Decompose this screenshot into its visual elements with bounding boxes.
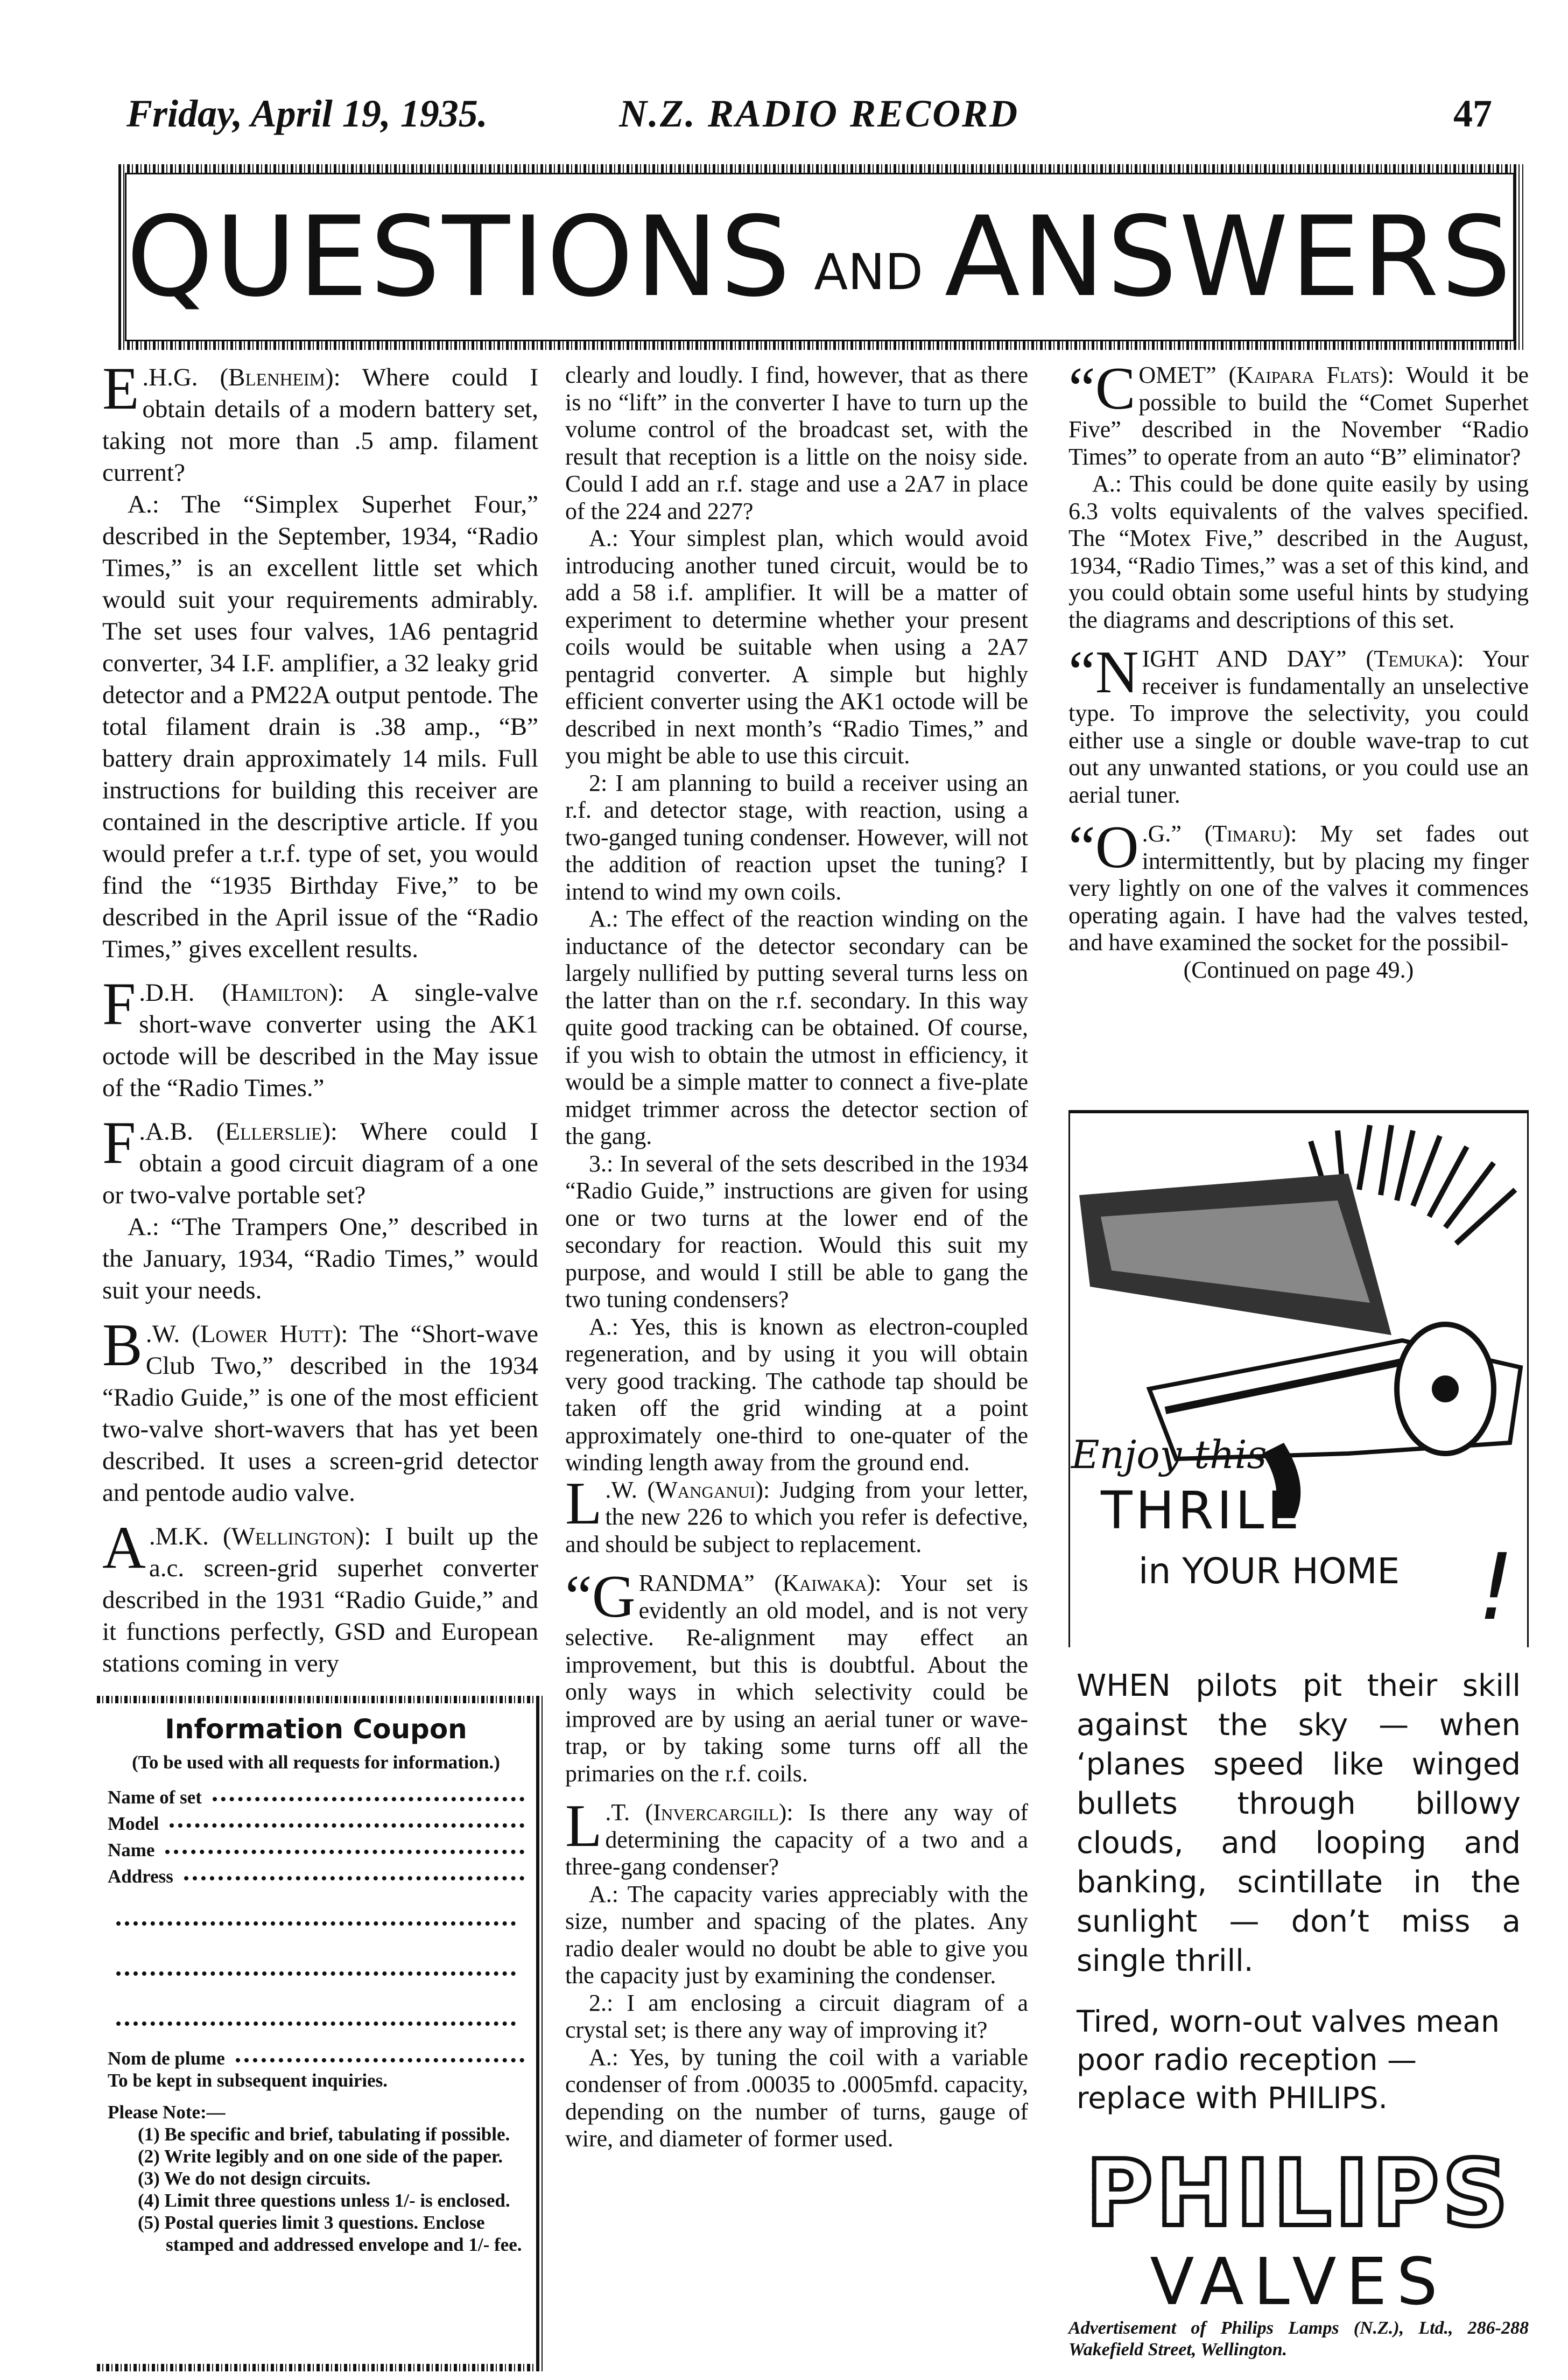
question-text: Is there any way of determining the capacity of a two and a three-gang condenser?: [565, 1799, 1028, 1880]
answer: 3.: In several of the sets described in the 1934 “Radio Guide,” instructions are given for using one or two turns at the lower end of the secondary for reaction. Would this suit my purpose, and would I still be able to gang the two tuning condensers?: [565, 1150, 1028, 1312]
question: [565, 1563, 1028, 1787]
qa-item: [1068, 639, 1529, 809]
field-label: Model: [108, 1813, 159, 1834]
correspondent: OMET” (Kaipara Flats):: [1138, 362, 1394, 388]
nom-note: To be kept in subsequent inquiries.: [108, 2070, 388, 2091]
address-line[interactable]: [116, 1942, 516, 1976]
question-text: I built up the a.c. screen-grid superhet converter described in the 1931 “Radio Guide,” and it functions perfectly, GSD and European stations coming in very: [102, 1522, 538, 1677]
question: [1068, 639, 1529, 809]
qa-item: [1068, 814, 1529, 957]
ad-headline-enjoy: Enjoy this: [1071, 1432, 1267, 1477]
coupon-field-name[interactable]: [108, 1839, 524, 1861]
question-text: Your set is evidently an old model, and is not very selective. Re-alignment may effect an improvement, but this is doubtful. About the only ways in which selectivity could be improved are by using an aerial tuner or wave-trap, or by taking some turns off all the primaries on the r.f. coils.: [565, 1570, 1028, 1787]
question: [1068, 814, 1529, 957]
question: [102, 971, 538, 1104]
issue-date: Friday, April 19, 1935.: [126, 92, 488, 135]
qa-item: [102, 1110, 538, 1307]
question-text: Where could I obtain a good circuit diagram of a one or two-valve portable set?: [102, 1118, 538, 1209]
answer: A.: Yes, this is known as electron-coupled regeneration, and by using it you will obtain very good tracking. The cathode tap should be taken off the grid winding at a point approximately one-third to one-quater of the winding length away from the ground end.: [565, 1313, 1028, 1476]
field-label: Name of set: [108, 1787, 202, 1808]
address-line[interactable]: [116, 1992, 516, 2026]
question-text: The “Short-wave Club Two,” described in the 1934 “Radio Guide,” is one of the most efficient two-valve short-wavers that has yet been described. It uses a screen-grid detector and pentode audio valve.: [102, 1320, 538, 1507]
answer: A.: Your simplest plan, which would avoid introducing another tuned circuit, would be to add a 58 i.f. amplifier. It will be a matter of experiment to determine whether your present coils would be suitable when using a 2A7 pentagrid converter. A simple but highly efficient converter using the AK1 octode will be described in next month’s “Radio Times,” and you might be able to use this circuit.: [565, 525, 1028, 769]
question: [102, 1514, 538, 1680]
question-text: Would it be possible to build the “Comet Superhet Five” described in the November “Radio Times” to operate from an auto “B” eliminator?: [1068, 362, 1529, 470]
drop-cap: E: [102, 362, 139, 422]
coupon-field-set-name[interactable]: [108, 1786, 524, 1808]
correspondent: RANDMA” (Kaiwaka):: [638, 1570, 882, 1596]
publication-name: N.Z. RADIO RECORD: [619, 92, 1019, 135]
title-banner: [118, 164, 1523, 350]
title-answers: ANSWERS: [944, 193, 1514, 321]
information-coupon: [97, 1696, 544, 2371]
answer: 2.: I am enclosing a circuit diagram of a crystal set; is there any way of improving it?: [565, 1989, 1028, 2043]
coupon-field-nom-de-plume[interactable]: [108, 2047, 524, 2069]
coupon-note: (1) Be specific and brief, tabulating if possible.: [138, 2124, 510, 2145]
drop-cap: “N: [1068, 639, 1139, 706]
ad-footer: Advertisement of Philips Lamps (N.Z.), Ltd., 286-288 Wakefield Street, Wellington.: [1068, 2318, 1529, 2360]
question: [102, 362, 538, 489]
coupon-title: Information Coupon: [165, 1714, 467, 1745]
answer: A.: The “Simplex Superhet Four,” described in the September, 1934, “Radio Times,” is an excellent little set which would suit your requirements admirably. The set uses four valves, 1A6 pentagrid converter, 34 I.F. amplifier, a 32 leaky grid detector and a PM22A output pentode. The total filament drain is .38 amp., “B” battery drain approximately 14 mils. Full instructions for building this receiver are contained in the descriptive article. If you would prefer a t.r.f. type of set, you would find the “1935 Birthday Five,” to be described in the April issue of the “Radio Times,” gives excellent results.: [102, 490, 538, 963]
column-2: [565, 362, 1028, 2370]
philips-advertisement: [1068, 1109, 1529, 2374]
ad-headline-exclamation: !: [1478, 1534, 1515, 1641]
ad-headline-thrill: THRILL: [1101, 1480, 1299, 1541]
drop-cap: “C: [1068, 362, 1136, 422]
page-number: 47: [1453, 92, 1492, 135]
drop-cap: A: [102, 1514, 146, 1581]
ad-body-2: Tired, worn-out valves mean poor radio reception — replace with PHILIPS.: [1077, 2004, 1500, 2115]
qa-item: [102, 1514, 538, 1680]
qa-item: [102, 1312, 538, 1509]
column-1: [102, 362, 538, 1691]
correspondent: IGHT AND DAY” (Temuka):: [1142, 645, 1464, 672]
qa-item: [102, 971, 538, 1104]
answer: A.: Yes, by tuning the coil with a variable condenser of from .00035 to .0005mfd. capacity, depending on the number of turns, gauge of wire, and diameter of former used.: [565, 2044, 1028, 2152]
correspondent: .A.B. (Ellerslie):: [139, 1118, 337, 1146]
question-text: Your receiver is fundamentally an unselective type. To improve the selectivity, you could either use a single or double wave-trap to cut out any unwanted stations, or you could use an aerial tuner.: [1068, 645, 1529, 808]
field-label: Nom de plume: [108, 2048, 225, 2069]
coupon-note: (2) Write legibly and on one side of the paper.: [138, 2146, 503, 2167]
correspondent: .H.G. (Blenheim):: [142, 363, 341, 391]
answer: A.: This could be done quite easily by using 6.3 volts equivalents of the valves specified. The “Motex Five,” described in the August, 1934, “Radio Times,” was a set of this kind, and you could obtain some useful hints by studying the diagrams and descriptions of this set.: [1068, 471, 1529, 633]
answer: A.: The effect of the reaction winding on the inductance of the detector secondary can be largely nullified by putting several turns less on the latter than on the r.f. secondary. In this way quite good tracking can be obtained. Of course, if you wish to obtain the utmost in efficiency, it would be a simple matter to connect a five-plate midget trimmer across the detector section of the gang.: [565, 905, 1028, 1149]
drop-cap: F: [102, 971, 136, 1037]
coupon-note: (3) We do not design circuits.: [138, 2168, 371, 2189]
coupon-note: (5) Postal queries limit 3 questions. Enclose stamped and addressed envelope and 1/- fee.: [138, 2212, 522, 2255]
column-3: [1068, 362, 1529, 1083]
question-text: A single-valve short-wave converter using the AK1 octode will be described in the May issue of the “Radio Times.”: [102, 979, 538, 1102]
title-and: AND: [814, 243, 923, 301]
drop-cap: L: [565, 1470, 602, 1537]
coupon-note: (4) Limit three questions unless 1/- is enclosed.: [138, 2190, 510, 2211]
coupon-subtitle: (To be used with all requests for information.): [132, 1752, 500, 1773]
drop-cap: “G: [565, 1563, 636, 1630]
question-text: Where could I obtain details of a modern battery set, taking not more than .5 amp. filament current?: [102, 363, 538, 487]
drop-cap: B: [102, 1312, 143, 1379]
answer: A.: “The Trampers One,” described in the January, 1934, “Radio Times,” would suit your needs.: [102, 1213, 538, 1304]
correspondent: .W. (Lower Hutt):: [145, 1320, 348, 1348]
ad-headline-home: in YOUR HOME: [1138, 1550, 1400, 1592]
qa-item: [565, 1793, 1028, 2153]
question: [102, 1312, 538, 1509]
coupon-field-address[interactable]: [108, 1865, 524, 1887]
question: [1068, 362, 1529, 471]
correspondent: .T. (Invercargill):: [605, 1799, 793, 1826]
qa-item: [565, 1563, 1028, 1787]
correspondent: .G.” (Timaru):: [1142, 820, 1297, 847]
drop-cap: L: [565, 1793, 602, 1859]
philips-logo: PHILIPS: [1068, 2145, 1529, 2242]
correspondent: .M.K. (Wellington):: [149, 1522, 371, 1550]
drop-cap: F: [102, 1110, 136, 1176]
answer: A.: The capacity varies appreciably with the size, number and spacing of the plates. Any radio dealer would no doubt be able to give you the capacity just by examining the condenser.: [565, 1880, 1028, 1989]
answer: 2: I am planning to build a receiver using an r.f. and detector stage, with reaction, using a two-ganged tuning condenser. However, will not the addition of reaction upset the tuning? I intend to wind my own coils.: [565, 769, 1028, 905]
qa-item: [1068, 362, 1529, 634]
qa-item: [565, 1470, 1028, 1558]
continued-note: (Continued on page 49.): [1183, 956, 1414, 983]
correspondent: .W. (Wanganui):: [605, 1476, 770, 1503]
correspondent: .D.H. (Hamilton):: [139, 979, 344, 1007]
qa-item: [102, 362, 538, 965]
question: [102, 1110, 538, 1211]
drop-cap: “O: [1068, 814, 1139, 881]
question: [565, 1470, 1028, 1558]
question-text: My set fades out intermittently, but by placing my finger very lightly on one of the valves it commences operating again. I have had the valves tested, and have examined the socket for the possibil-: [1068, 820, 1529, 956]
note-heading: Please Note:—: [108, 2102, 226, 2123]
ad-product: VALVES: [1150, 2245, 1447, 2320]
question: [565, 1793, 1028, 1881]
question-text: Judging from your letter, the new 226 to which you refer is defective, and should be subject to replacement.: [565, 1476, 1028, 1557]
address-line[interactable]: [116, 1892, 516, 1926]
coupon-field-model[interactable]: [108, 1813, 524, 1835]
title-questions: QUESTIONS: [126, 193, 793, 321]
field-label: Address: [108, 1866, 173, 1887]
continued-question: clearly and loudly. I find, however, that as there is no “lift” in the converter I have to turn up the volume control of the broadcast set, with the result that reception is a little on the noisy side. Could I add an r.f. stage and use a 2A7 in place of the 224 and 227?: [565, 362, 1028, 524]
ad-body: WHEN pilots pit their skill against the sky — when ‘planes speed like winged bullets through billowy clouds, and looping and banking, scintillate in the sunlight — don’t miss a single thrill.: [1077, 1668, 1521, 1978]
field-label: Name: [108, 1840, 155, 1861]
